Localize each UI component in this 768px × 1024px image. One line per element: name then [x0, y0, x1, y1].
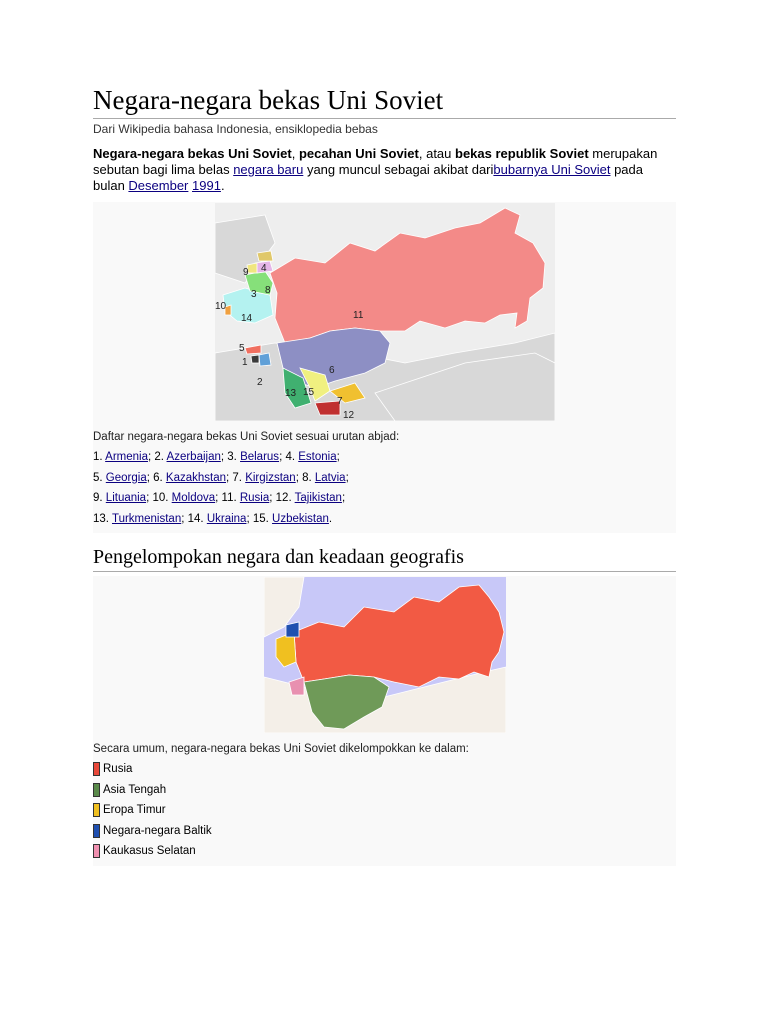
link-moldova[interactable]: Moldova — [171, 492, 216, 504]
link-ukraina[interactable]: Ukraina — [206, 512, 247, 525]
link-1991[interactable]: 1991 — [192, 178, 221, 193]
link-rusia[interactable]: Rusia — [239, 492, 270, 504]
intro-paragraph — [93, 146, 676, 194]
link-turkmenistan[interactable]: Turkmenistan — [111, 512, 182, 525]
intro-text: . — [220, 178, 225, 193]
link-bubarnya-uni-soviet[interactable]: bubarnya Uni Soviet — [493, 162, 611, 177]
countries-line-2 — [93, 468, 676, 489]
map-label-2: 2 — [256, 377, 263, 388]
groups-legend — [93, 759, 676, 862]
map-label-3: 3 — [250, 289, 257, 300]
map-azerbaijan — [259, 353, 271, 366]
intro-bold-3: bekas republik Soviet — [455, 146, 589, 161]
map-label-12: 12 — [342, 410, 354, 421]
list-separator: 1. — [93, 451, 106, 463]
legend-item-negara-baltik — [93, 821, 676, 842]
list-separator: ; 3. — [220, 451, 241, 463]
countries-line-4 — [93, 509, 676, 530]
legend-item-asia-tengah — [93, 780, 676, 801]
map-label-9: 9 — [242, 267, 249, 278]
link-tajikistan[interactable]: Tajikistan — [294, 492, 342, 504]
map-label-1: 1 — [241, 357, 248, 368]
map2-baltic — [286, 622, 299, 637]
intro-text: , — [291, 146, 299, 161]
legend-swatch — [93, 783, 100, 797]
intro-bold-1: Negara-negara bekas Uni Soviet — [93, 146, 292, 161]
link-lituania[interactable]: Lituania — [105, 492, 147, 504]
list-separator: ; 2. — [147, 451, 167, 463]
link-latvia[interactable]: Latvia — [314, 471, 346, 484]
map-label-11: 11 — [352, 310, 363, 321]
map-label-10: 10 — [214, 301, 226, 312]
map-caption: Daftar negara-negara bekas Uni Soviet sesuai urutan abjad: — [93, 431, 400, 443]
intro-text: merupakan sebutan bagi lima belas — [93, 146, 658, 177]
legend-item-kaukasus-selatan — [93, 841, 676, 862]
list-separator: ; 6. — [146, 471, 166, 484]
section-heading: Pengelompokan negara dan keadaan geografis — [93, 545, 676, 572]
legend-swatch — [93, 803, 100, 817]
link-desember[interactable]: Desember — [128, 178, 189, 193]
list-separator: ; 12. — [269, 492, 295, 504]
countries-list — [93, 447, 676, 529]
site-tagline: Dari Wikipedia bahasa Indonesia, ensiklopedia bebas — [93, 122, 378, 136]
page-title: Negara-negara bekas Uni Soviet — [93, 84, 676, 119]
map-label-13: 13 — [284, 388, 296, 399]
map-label-6: 6 — [328, 365, 335, 376]
intro-text: pada bulan — [93, 162, 644, 193]
legend-label: Rusia — [103, 763, 133, 775]
link-georgia[interactable]: Georgia — [105, 471, 147, 484]
link-kazakhstan[interactable]: Kazakhstan — [165, 471, 227, 484]
list-separator: 5. — [93, 471, 106, 484]
link-belarus[interactable]: Belarus — [240, 451, 280, 463]
map-figure-1 — [93, 202, 676, 533]
map-label-8: 8 — [264, 285, 271, 296]
link-armenia[interactable]: Armenia — [105, 451, 148, 463]
map-estonia — [257, 251, 273, 261]
link-negara-baru[interactable]: negara baru — [233, 162, 304, 177]
link-uzbekistan[interactable]: Uzbekistan — [272, 512, 329, 525]
list-separator: ; 11. — [215, 492, 240, 504]
link-kirgizstan[interactable]: Kirgizstan — [245, 471, 296, 484]
list-separator: . — [328, 512, 333, 525]
link-azerbaijan[interactable]: Azerbaijan — [166, 451, 221, 463]
list-separator: ; 14. — [181, 512, 207, 525]
legend-label: Kaukasus Selatan — [103, 845, 196, 857]
legend-label: Negara-negara Baltik — [103, 824, 212, 837]
list-separator: ; 15. — [246, 512, 273, 525]
map-armenia — [251, 355, 259, 363]
legend-label: Eropa Timur — [103, 804, 166, 816]
legend-item-rusia — [93, 759, 676, 780]
article — [93, 84, 676, 866]
intro-bold-2: pecahan Uni Soviet — [298, 146, 419, 161]
soviet-republics-map[interactable] — [215, 203, 555, 421]
groups-caption: Secara umum, negara-negara bekas Uni Soviet dikelompokkan ke dalam: — [93, 743, 469, 755]
countries-line-3 — [93, 488, 676, 509]
intro-text: yang muncul sebagai akibat dari — [303, 162, 494, 177]
list-separator: ; — [336, 451, 340, 463]
list-separator: ; 4. — [279, 451, 299, 463]
list-separator: ; 10. — [146, 492, 172, 504]
map-label-14: 14 — [240, 313, 252, 324]
map-label-15: 15 — [302, 387, 314, 398]
map-label-5: 5 — [238, 343, 245, 354]
map-figure-2 — [93, 576, 676, 866]
list-separator: ; — [341, 492, 346, 504]
list-separator: ; — [345, 471, 349, 484]
list-separator: 9. — [93, 492, 106, 504]
legend-label: Asia Tengah — [103, 783, 167, 796]
legend-swatch — [93, 844, 100, 858]
list-separator: 13. — [93, 512, 112, 525]
list-separator: ; 8. — [295, 471, 315, 484]
legend-item-eropa-timur — [93, 800, 676, 821]
legend-swatch — [93, 824, 100, 838]
legend-swatch — [93, 762, 100, 776]
link-estonia[interactable]: Estonia — [298, 451, 337, 463]
countries-line-1 — [93, 447, 676, 468]
soviet-regions-map[interactable] — [264, 577, 506, 733]
map-label-4: 4 — [260, 263, 267, 274]
list-separator: ; 7. — [226, 471, 246, 484]
intro-text: , atau — [418, 146, 455, 161]
map-label-7: 7 — [336, 396, 343, 407]
